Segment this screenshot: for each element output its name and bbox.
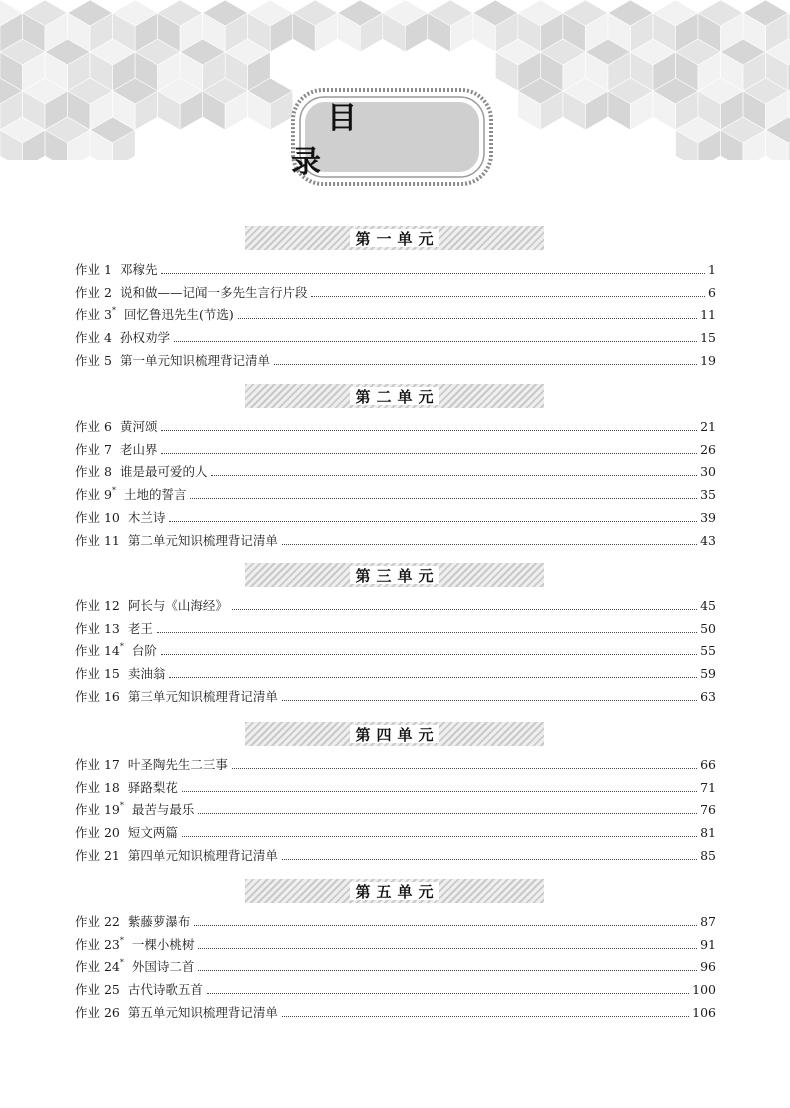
assignment-label: 作业 1 <box>75 262 112 277</box>
page-title: 目 录 <box>291 101 393 180</box>
assignment-label: 作业 25 <box>75 982 120 998</box>
dot-leader <box>282 543 697 545</box>
dot-leader <box>232 767 697 769</box>
assignment-label: 作业 26 <box>75 1004 120 1020</box>
assignment-number <box>75 1003 128 1023</box>
page-number: 66 <box>700 757 716 772</box>
assignment-number <box>75 596 128 616</box>
toc-entry[interactable] <box>75 440 716 460</box>
assignment-number <box>75 351 120 371</box>
entry-title: 老山界 <box>119 441 158 457</box>
dot-leader <box>198 947 697 949</box>
toc-entry[interactable] <box>75 305 716 325</box>
toc-entry[interactable] <box>75 619 716 639</box>
page-number: 100 <box>692 982 716 998</box>
dot-leader <box>198 969 697 971</box>
page-number: 45 <box>700 598 716 613</box>
assignment-label: 作业 18 <box>75 779 120 795</box>
dot-leader <box>169 676 697 678</box>
entry-title: 谁是最可爱的人 <box>119 464 208 480</box>
optional-marker: * <box>111 486 116 496</box>
assignment-number <box>75 462 120 482</box>
unit-header <box>245 563 544 587</box>
unit-title: 第五单元 <box>245 879 544 903</box>
assignment-number <box>75 531 128 551</box>
entry-title: 紫藤萝瀑布 <box>127 914 191 929</box>
dot-leader <box>190 497 697 499</box>
assignment-number <box>75 846 128 866</box>
assignment-label: 作业 9 <box>75 487 112 503</box>
assignment-label: 作业 15 <box>75 666 120 682</box>
assignment-label: 作业 17 <box>75 757 120 772</box>
assignment-label: 作业 21 <box>75 847 120 863</box>
toc-entry[interactable] <box>75 328 716 348</box>
entry-title: 卖油翁 <box>127 666 166 682</box>
assignment-label: 作业 16 <box>75 688 120 704</box>
toc-entry[interactable] <box>75 260 716 280</box>
page-number: 91 <box>700 936 716 952</box>
entry-title: 第三单元知识梳理背记清单 <box>127 688 278 704</box>
entry-title: 老王 <box>127 620 153 636</box>
toc-entry[interactable] <box>75 283 716 303</box>
assignment-label: 作业 14 <box>75 643 120 659</box>
entry-title: 最苦与最乐 <box>131 802 195 818</box>
assignment-number <box>75 637 132 661</box>
dot-leader <box>232 608 697 610</box>
dot-leader <box>174 340 697 342</box>
assignment-label: 作业 7 <box>75 441 112 457</box>
assignment-number <box>75 778 128 798</box>
page-number: 76 <box>700 802 716 818</box>
dot-leader <box>161 272 705 274</box>
unit-title: 第二单元 <box>245 384 544 408</box>
assignment-number <box>75 755 128 775</box>
entry-title: 第四单元知识梳理背记清单 <box>127 847 278 863</box>
page-number: 71 <box>700 779 716 795</box>
page-number: 50 <box>700 620 716 636</box>
optional-marker: * <box>119 935 124 945</box>
toc-entry[interactable] <box>75 980 716 1000</box>
toc-entry[interactable] <box>75 912 716 932</box>
toc-entry[interactable] <box>75 823 716 843</box>
assignment-label: 作业 22 <box>75 914 120 929</box>
assignment-number <box>75 953 132 977</box>
page-number: 1 <box>708 262 716 277</box>
page-number: 15 <box>700 330 716 346</box>
entry-title: 邓稼先 <box>119 262 158 277</box>
toc-entry[interactable] <box>75 755 716 775</box>
title-frame <box>291 88 493 186</box>
toc-entry[interactable] <box>75 531 716 551</box>
page-number: 26 <box>700 441 716 457</box>
toc-entry[interactable] <box>75 417 716 437</box>
unit-title: 第四单元 <box>245 722 544 746</box>
unit-header <box>245 226 544 250</box>
entry-title: 一棵小桃树 <box>131 936 195 952</box>
assignment-number <box>75 912 128 932</box>
assignment-label: 作业 4 <box>75 330 112 346</box>
unit-title: 第三单元 <box>245 563 544 587</box>
page-number: 21 <box>700 419 716 434</box>
entry-title: 孙权劝学 <box>119 330 170 346</box>
page-number: 39 <box>700 509 716 525</box>
assignment-number <box>75 823 128 843</box>
optional-marker: * <box>111 306 116 316</box>
assignment-number <box>75 283 120 303</box>
dot-leader <box>157 631 697 633</box>
unit-header <box>245 722 544 746</box>
page-number: 19 <box>700 352 716 368</box>
entry-title: 第二单元知识梳理背记清单 <box>127 532 278 548</box>
entry-title: 第一单元知识梳理背记清单 <box>119 352 270 368</box>
page-number: 43 <box>700 532 716 548</box>
entry-title: 短文两篇 <box>127 825 178 841</box>
page-number: 63 <box>700 688 716 704</box>
page-number: 87 <box>700 914 716 929</box>
assignment-label: 作业 11 <box>75 532 120 548</box>
toc-entry[interactable] <box>75 957 716 977</box>
dot-leader <box>282 1015 689 1017</box>
entry-title: 驿路梨花 <box>127 779 178 795</box>
optional-marker: * <box>119 642 124 652</box>
assignment-number <box>75 980 128 1000</box>
dot-leader <box>211 474 697 476</box>
assignment-number <box>75 260 120 280</box>
dot-leader <box>282 858 697 860</box>
page-number: 30 <box>700 464 716 480</box>
page-number: 55 <box>700 643 716 659</box>
page-number: 59 <box>700 666 716 682</box>
assignment-label: 作业 8 <box>75 464 112 480</box>
assignment-number <box>75 796 132 820</box>
dot-leader <box>182 790 697 792</box>
page-number: 35 <box>700 487 716 503</box>
assignment-label: 作业 20 <box>75 825 120 841</box>
dot-leader <box>198 812 697 814</box>
optional-marker: * <box>119 801 124 811</box>
assignment-label: 作业 6 <box>75 419 112 434</box>
dot-leader <box>169 520 697 522</box>
assignment-label: 作业 19 <box>75 802 120 818</box>
assignment-number <box>75 328 120 348</box>
assignment-number <box>75 687 128 707</box>
toc-entry[interactable] <box>75 664 716 684</box>
page-number: 11 <box>700 307 716 323</box>
page-number: 81 <box>700 825 716 841</box>
dot-leader <box>207 992 689 994</box>
entry-title: 古代诗歌五首 <box>127 982 203 998</box>
toc-entry[interactable] <box>75 485 716 505</box>
dot-leader <box>161 653 697 655</box>
assignment-number <box>75 619 128 639</box>
entry-title: 叶圣陶先生二三事 <box>127 757 228 772</box>
assignment-label: 作业 10 <box>75 509 120 525</box>
dot-leader <box>274 363 697 365</box>
assignment-label: 作业 13 <box>75 620 120 636</box>
toc-entry[interactable] <box>75 1003 716 1023</box>
entry-title: 土地的誓言 <box>123 487 187 503</box>
toc-entry[interactable] <box>75 846 716 866</box>
toc-entry[interactable] <box>75 935 716 955</box>
entry-title: 回忆鲁迅先生(节选) <box>123 307 234 323</box>
toc-entry[interactable] <box>75 508 716 528</box>
toc-entry[interactable] <box>75 778 716 798</box>
entry-title: 黄河颂 <box>119 419 158 434</box>
assignment-label: 作业 23 <box>75 936 120 952</box>
unit-title: 第一单元 <box>245 226 544 250</box>
entry-title: 木兰诗 <box>127 509 166 525</box>
assignment-label: 作业 2 <box>75 284 112 300</box>
unit-header <box>245 879 544 903</box>
assignment-number <box>75 931 132 955</box>
dot-leader <box>182 835 697 837</box>
toc-entry[interactable] <box>75 687 716 707</box>
assignment-number <box>75 301 124 325</box>
unit-header <box>245 384 544 408</box>
toc-entry[interactable] <box>75 596 716 616</box>
dot-leader <box>194 924 697 926</box>
dot-leader <box>161 452 697 454</box>
optional-marker: * <box>119 958 124 968</box>
assignment-number <box>75 417 120 437</box>
page-number: 106 <box>692 1004 716 1020</box>
dot-leader <box>161 429 697 431</box>
entry-title: 台阶 <box>131 643 157 659</box>
entry-title: 第五单元知识梳理背记清单 <box>127 1004 278 1020</box>
dot-leader <box>311 295 705 297</box>
assignment-label: 作业 12 <box>75 598 120 613</box>
toc-entry[interactable] <box>75 641 716 661</box>
assignment-label: 作业 5 <box>75 352 112 368</box>
assignment-label: 作业 3 <box>75 307 112 323</box>
page-number: 6 <box>708 284 716 300</box>
entry-title: 外国诗二首 <box>131 959 195 975</box>
entry-title: 阿长与《山海经》 <box>127 598 228 613</box>
assignment-number <box>75 508 128 528</box>
toc-entry[interactable] <box>75 462 716 482</box>
entry-title: 说和做——记闻一多先生言行片段 <box>119 284 308 300</box>
page-number: 85 <box>700 847 716 863</box>
page-number: 96 <box>700 959 716 975</box>
toc-entry[interactable] <box>75 351 716 371</box>
dot-leader <box>238 317 697 319</box>
assignment-label: 作业 24 <box>75 959 120 975</box>
toc-entry[interactable] <box>75 800 716 820</box>
assignment-number <box>75 664 128 684</box>
dot-leader <box>282 699 697 701</box>
assignment-number <box>75 481 124 505</box>
assignment-number <box>75 440 120 460</box>
